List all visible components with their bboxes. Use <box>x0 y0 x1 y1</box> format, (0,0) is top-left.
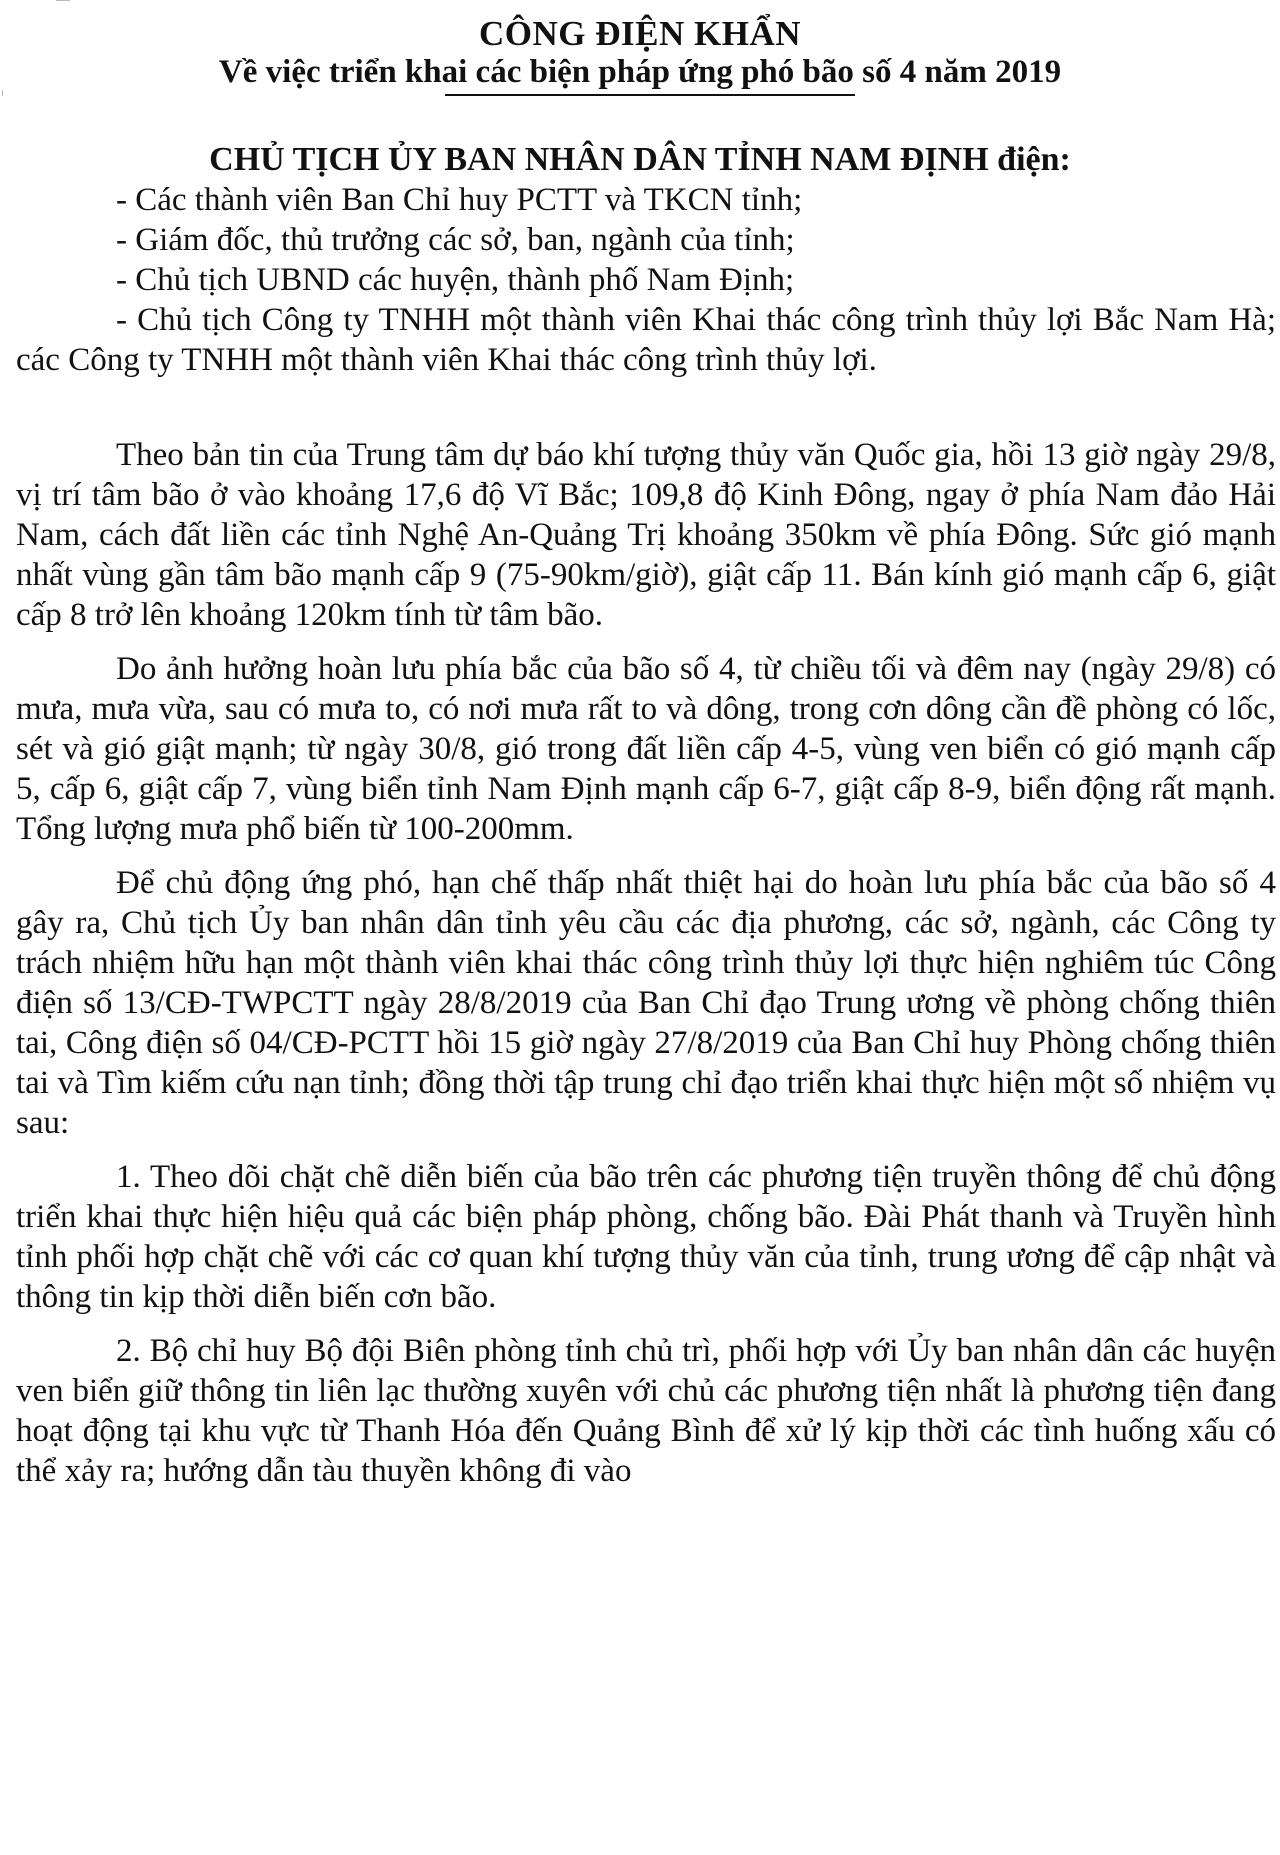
recipient-item: - Giám đốc, thủ trưởng các sở, ban, ngành của tỉnh; <box>116 222 795 258</box>
scan-mark <box>56 0 70 7</box>
body-paragraph: Theo bản tin của Trung tâm dự báo khí tượng thủy văn Quốc gia, hồi 13 giờ ngày 29/8, vị trí tâm bão ở vào khoảng 17,6 độ Vĩ Bắc; 109,8 độ Kinh Đông, ngay ở phía Nam đảo Hải Nam, cách đất liền các tỉnh Nghệ An-Quảng Trị khoảng 350km về phía Đông. Sức gió mạnh nhất vùng gần tâm bão mạnh cấp 9 (75-90km/giờ), giật cấp 11. Bán kính gió mạnh cấp 6, giật cấp 8 trở lên khoảng 120km tính từ tâm bão. <box>16 437 1276 633</box>
document-subtitle: Về việc triển khai các biện pháp ứng phó bão số 4 năm 2019 <box>218 54 1062 90</box>
body-paragraph: 1. Theo dõi chặt chẽ diễn biến của bão trên các phương tiện truyền thông để chủ động triển khai thực hiện hiệu quả các biện pháp phòng, chống bão. Đài Phát thanh và Truyền hình tỉnh phối hợp chặt chẽ với các cơ quan khí tượng thủy văn của tỉnh, trung ương để cập nhật và thông tin kịp thời diễn biến cơn bão. <box>16 1159 1276 1315</box>
recipient-item: - Chủ tịch Công ty TNHH một thành viên Khai thác công trình thủy lợi Bắc Nam Hà; các Công ty TNHH một thành viên Khai thác công trình thủy lợi. <box>16 302 1276 378</box>
recipient-list <box>16 180 1276 380</box>
document-body <box>16 435 1276 1505</box>
recipient-item: - Các thành viên Ban Chỉ huy PCTT và TKCN tỉnh; <box>116 182 803 218</box>
subtitle-underline <box>445 94 855 96</box>
recipient-item: - Chủ tịch UBND các huyện, thành phố Nam Định; <box>116 262 795 298</box>
sender-line: CHỦ TỊCH ỦY BAN NHÂN DÂN TỈNH NAM ĐỊNH điện: <box>209 141 1071 178</box>
body-paragraph: Do ảnh hưởng hoàn lưu phía bắc của bão số 4, từ chiều tối và đêm nay (ngày 29/8) có mưa, mưa vừa, sau có mưa to, có nơi mưa rất to và dông, trong cơn dông cần đề phòng có lốc, sét và gió giật mạnh; từ ngày 30/8, gió trong đất liền cấp 4-5, vùng ven biển có gió mạnh cấp 5, cấp 6, giật cấp 7, vùng biển tỉnh Nam Định mạnh cấp 6-7, giật cấp 8-9, biển động rất mạnh. Tổng lượng mưa phổ biến từ 100-200mm. <box>16 651 1276 847</box>
body-paragraph: Để chủ động ứng phó, hạn chế thấp nhất thiệt hại do hoàn lưu phía bắc của bão số 4 gây ra, Chủ tịch Ủy ban nhân dân tỉnh yêu cầu các địa phương, các sở, ngành, các Công ty trách nhiệm hữu hạn một thành viên khai thác công trình thủy lợi thực hiện nghiêm túc Công điện số 13/CĐ-TWPCTT ngày 28/8/2019 của Ban Chỉ đạo Trung ương về phòng chống thiên tai, Công điện số 04/CĐ-PCTT hồi 15 giờ ngày 27/8/2019 của Ban Chỉ huy Phòng chống thiên tai và Tìm kiếm cứu nạn tỉnh; đồng thời tập trung chỉ đạo triển khai thực hiện một số nhiệm vụ sau: <box>16 865 1276 1141</box>
body-paragraph: 2. Bộ chỉ huy Bộ đội Biên phòng tỉnh chủ trì, phối hợp với Ủy ban nhân dân các huyện ven biển giữ thông tin liên lạc thường xuyên với chủ các phương tiện nhất là phương tiện đang hoạt động tại khu vực từ Thanh Hóa đến Quảng Bình để xử lý kịp thời các tình huống xấu có thể xảy ra; hướng dẫn tàu thuyền không đi vào <box>16 1333 1276 1489</box>
document-title: CÔNG ĐIỆN KHẨN <box>478 14 802 53</box>
